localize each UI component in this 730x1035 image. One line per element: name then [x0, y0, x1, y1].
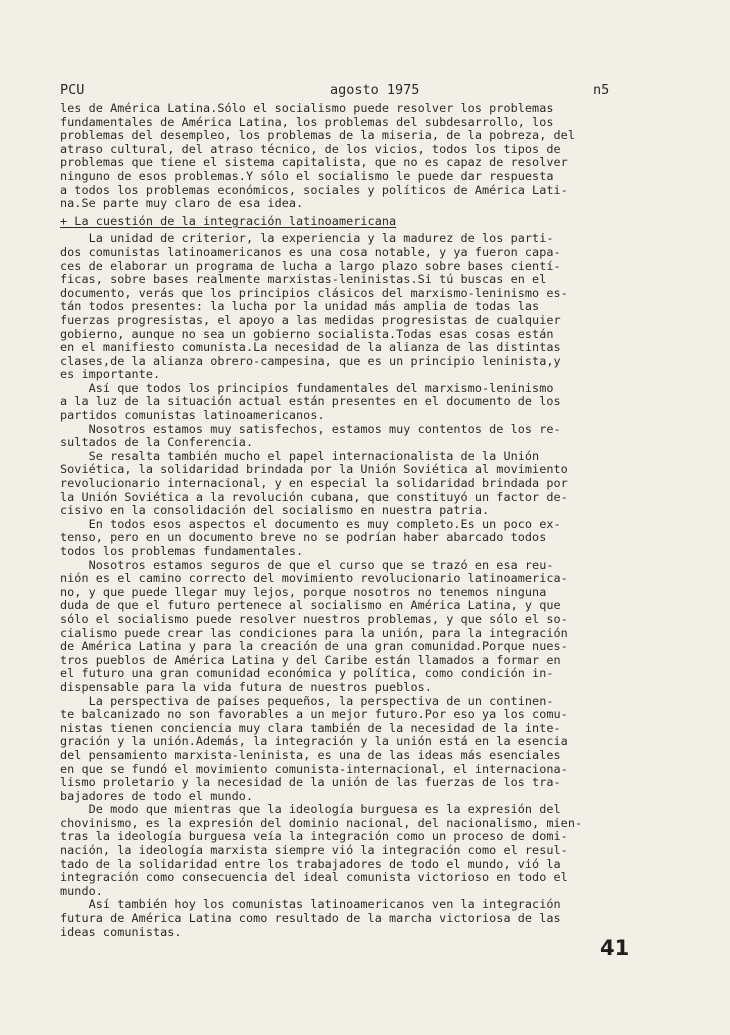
text-line: a todos los problemas económicos, sociales y políticos de América Lati-: [60, 182, 568, 197]
text-line: De modo que mientras que la ideología burguesa es la expresión del: [60, 802, 561, 817]
text-line: dispensable para la vida futura de nuestros pueblos.: [60, 679, 432, 694]
paragraph: [60, 898, 652, 939]
paragraph: [60, 803, 652, 898]
text-line: Nosotros estamos seguros de que el curso que se trazó en esa reu-: [60, 557, 554, 572]
text-line: fundamentales de América Latina, los problemas del subdesarrollo, los: [60, 114, 554, 129]
text-line: cisivo en la consolidación del socialismo en nuestra patria.: [60, 503, 490, 518]
text-line: la Unión Soviética a la revolución cubana, que constituyó un factor de-: [60, 489, 568, 504]
document-body: [60, 102, 652, 939]
text-line: dos comunistas latinoamericanos es una cosa notable, y ya fueron capa-: [60, 244, 561, 259]
text-line: todos los problemas fundamentales.: [60, 544, 304, 558]
text-line: atraso cultural, del atraso técnico, de los vicios, todos los tipos de: [60, 141, 561, 156]
text-line: fuerzas progresistas, el apoyo a las medidas progresistas de cualquier: [60, 312, 561, 327]
paragraph: [60, 423, 652, 450]
text-line: tras la ideología burguesa veía la integración como un proceso de domi-: [60, 829, 568, 844]
page-number: 41: [600, 936, 630, 960]
text-line: integración como consecuencia del ideal comunista victorioso en todo el: [60, 870, 568, 885]
text-line: documento, verás que los principios clásicos del marxismo-leninismo es-: [60, 285, 568, 300]
text-line: en que se fundó el movimiento comunista-internacional, el internaciona-: [60, 761, 568, 776]
text-line: tado de la solidaridad entre los trabajadores de todo el mundo, vió la: [60, 856, 561, 871]
text-line: clases,de la alianza obrero-campesina, que es un principio leninista,y: [60, 353, 561, 368]
text-line: ninguno de esos problemas.Y sólo el socialismo le puede dar respuesta: [60, 168, 554, 183]
text-line: tán todos presentes: la lucha por la unidad más amplia de todas las: [60, 299, 540, 314]
text-line: del pensamiento marxista-leninista, es una de las ideas más esenciales: [60, 747, 561, 762]
paragraph: [60, 450, 652, 518]
text-line: no, y que puede llegar muy lejos, porque nosotros no tenemos ninguna: [60, 584, 547, 599]
text-line: tenso, pero en un documento breve no se podrían haber abarcado todos: [60, 530, 547, 545]
text-line: gobierno, aunque no sea un gobierno socialista.Todas esas cosas están: [60, 326, 554, 341]
text-line: tros pueblos de América Latina y del Caribe están llamados a formar en: [60, 652, 561, 667]
header-issue-number: n5: [593, 82, 610, 98]
text-line: La perspectiva de países pequeños, la perspectiva de un continen-: [60, 693, 554, 708]
text-line: Se resalta también mucho el papel internacionalista de la Unión: [60, 448, 540, 463]
text-line: les de América Latina.Sólo el socialismo puede resolver los problemas: [60, 101, 554, 115]
text-line: mundo.: [60, 883, 103, 898]
text-line: Soviética, la solidaridad brindada por la Unión Soviética al movimiento: [60, 462, 568, 477]
text-line: nación, la ideología marxista siempre vió la integración como el resul-: [60, 843, 568, 858]
text-line: Nosotros estamos muy satisfechos, estamos muy contentos de los re-: [60, 421, 561, 436]
paragraph: [60, 232, 652, 382]
paragraph: [60, 559, 652, 695]
text-line: duda de que el futuro pertenece al socialismo en América Latina, y que: [60, 598, 561, 613]
text-line: ces de elaborar un programa de lucha a largo plazo sobre bases cientí-: [60, 258, 561, 273]
text-line: En todos esos aspectos el documento es muy completo.Es un poco ex-: [60, 516, 561, 531]
text-line: ficas, sobre bases realmente marxistas-leninistas.Si tú buscas en el: [60, 272, 547, 287]
text-line: Así que todos los principios fundamentales del marxismo-leninismo: [60, 380, 554, 395]
text-line: sultados de la Conferencia.: [60, 435, 254, 450]
text-line: revolucionario internacional, y en especial la solidaridad brindada por: [60, 476, 568, 491]
header-date: agosto 1975: [330, 82, 420, 98]
text-line: cialismo puede crear las condiciones para la unión, para la integración: [60, 625, 568, 640]
page-header: [60, 82, 620, 100]
text-line: te balcanizado no son favorables a un mejor futuro.Por eso ya los comu-: [60, 707, 568, 722]
text-line: bajadores de todo el mundo.: [60, 788, 254, 803]
text-line: es importante.: [60, 367, 161, 382]
paragraph: [60, 695, 652, 804]
text-line: futura de América Latina como resultado de la marcha victoriosa de las: [60, 911, 561, 926]
paragraph: [60, 382, 652, 423]
text-line: problemas que tiene el sistema capitalista, que no es capaz de resolver: [60, 155, 568, 170]
text-line: el futuro una gran comunidad económica y política, como condición in-: [60, 666, 554, 681]
text-line: La unidad de criterior, la experiencia y la madurez de los parti-: [60, 231, 554, 246]
header-publication: PCU: [60, 82, 85, 98]
text-line: gración y la unión.Además, la integración y la unión está en la esencia: [60, 734, 568, 749]
paragraph: [60, 518, 652, 559]
text-line: problemas del desempleo, los problemas de la miseria, de la pobreza, del: [60, 128, 575, 143]
text-line: chovinismo, es la expresión del dominio nacional, del nacionalismo, mien-: [60, 815, 583, 830]
text-line: en el manifiesto comunista.La necesidad de la alianza de las distintas: [60, 340, 561, 355]
text-line: ideas comunistas.: [60, 924, 182, 939]
paragraph-list: [60, 232, 652, 939]
section-title: + La cuestión de la integración latinoamericana: [60, 213, 397, 228]
text-line: nión es el camino correcto del movimiento revolucionario latinoamerica-: [60, 571, 568, 586]
text-line: de América Latina y para la creación de una gran comunidad.Porque nues-: [60, 639, 568, 654]
text-line: Así también hoy los comunistas latinoamericanos ven la integración: [60, 897, 561, 912]
text-line: nistas tienen conciencia muy clara también de la necesidad de la inte-: [60, 720, 561, 735]
intro-paragraph: [60, 102, 652, 211]
text-line: lismo proletario y la necesidad de la unión de las fuerzas de los tra-: [60, 775, 561, 790]
text-line: partidos comunistas latinoamericanos.: [60, 408, 325, 423]
text-line: sólo el socialismo puede resolver nuestros problemas, y que sólo el so-: [60, 611, 568, 626]
text-line: na.Se parte muy claro de esa idea.: [60, 196, 304, 211]
text-line: a la luz de la situación actual están presentes en el documento de los: [60, 394, 561, 409]
